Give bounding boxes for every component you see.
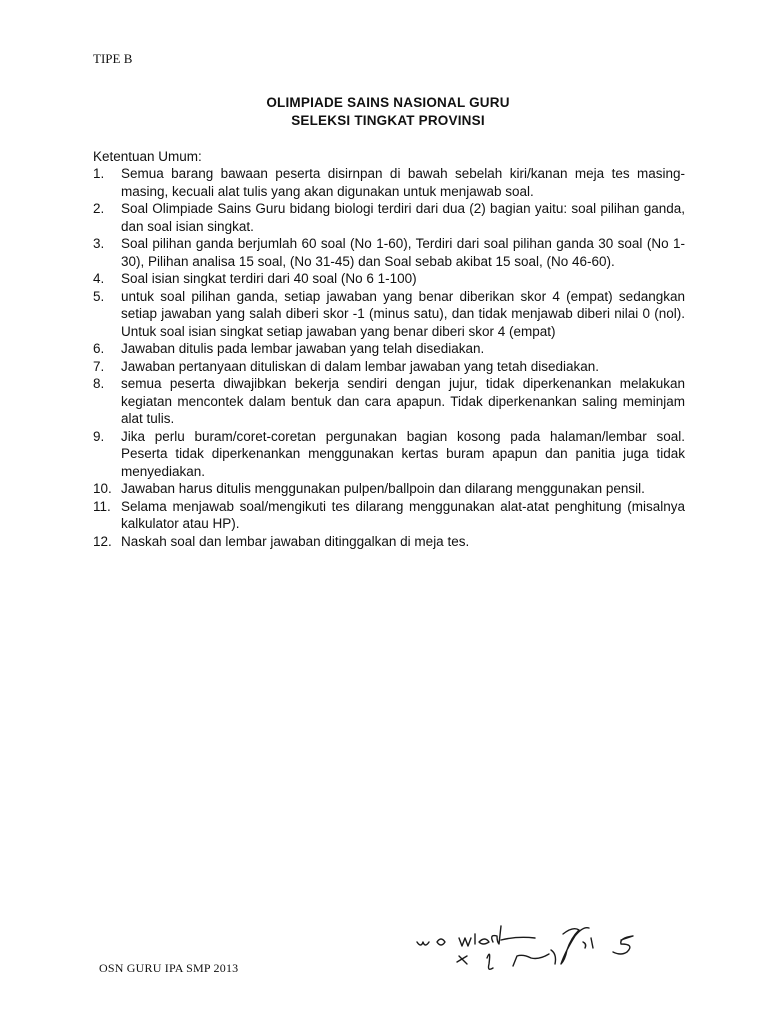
rules-heading: Ketentuan Umum: — [93, 149, 202, 164]
rule-item — [93, 340, 685, 358]
rule-number: 5. — [93, 288, 105, 304]
rule-text: Selama menjawab soal/mengikuti tes dilarang menggunakan alat-atat penghitung (misalnya kalkulator atau HP). — [121, 498, 685, 531]
rule-number: 6. — [93, 341, 105, 356]
rule-number: 1. — [93, 166, 105, 181]
rule-text: Semua barang bawaan peserta disirnpan di bawah sebelah kiri/kanan meja tes masing-masing, kecuali alat tulis yang akan digunakan untuk menjawab soal. — [121, 166, 685, 199]
rule-number: 2. — [93, 201, 105, 216]
rule-text: Jawaban ditulis pada lembar jawaban yang telah disediakan. — [121, 341, 485, 356]
rule-item — [93, 270, 685, 288]
rule-number: 4. — [93, 271, 105, 286]
rule-text: Soal Olimpiade Sains Guru bidang biologi terdiri dari dua (2) bagian yaitu: soal pilihan ganda, dan soal isian singkat. — [121, 201, 685, 234]
rule-item — [93, 533, 685, 551]
rule-number: 3. — [93, 236, 105, 251]
rule-item — [93, 358, 685, 376]
rule-number: 12. — [93, 533, 112, 549]
document-type-label: TIPE B — [93, 51, 133, 66]
rule-text: Soal isian singkat terdiri dari 40 soal (No 6 1-100) — [121, 271, 417, 286]
rule-text: Jawaban pertanyaan dituliskan di dalam lembar jawaban yang tetah disediakan. — [121, 358, 600, 374]
rule-text: untuk soal pilihan ganda, setiap jawaban yang benar diberikan skor 4 (empat) sedangkan setiap jawaban yang salah diberi skor -1 (minus satu), dan tidak menjawab diberi nilai 0 (nol). Untuk soal isian singkat setiap jawaban yang benar diberi skor 4 (empat) — [121, 288, 685, 339]
rule-number: 7. — [93, 358, 105, 374]
rules-list — [93, 165, 685, 550]
rule-text: Jika perlu buram/coret-coretan pergunakan bagian kosong pada halaman/lembar soal. Peserta tidak diperkenankan menggunakan kertas buram apapun dan panitia juga tidak menyediakan. — [121, 428, 685, 479]
rule-text: Soal pilihan ganda berjumlah 60 soal (No 1-60), Terdiri dari soal pilihan ganda 30 soal (No 1-30), Pilihan analisa 15 soal, (No 31-45) dan Soal sebab akibat 15 soal, (No 46-60). — [121, 236, 685, 269]
rule-item — [93, 235, 685, 270]
rule-number: 8. — [93, 376, 105, 391]
rule-item — [93, 375, 685, 428]
rule-number: 11. — [93, 498, 111, 514]
handwritten-signature — [415, 912, 655, 984]
rule-text: Jawaban harus ditulis menggunakan pulpen/ballpoin dan dilarang menggunakan pensil. — [121, 481, 645, 496]
rule-item — [93, 428, 685, 481]
rule-number: 10. — [93, 481, 112, 496]
document-title — [0, 94, 768, 130]
rule-item — [93, 480, 685, 498]
footer-text: OSN GURU IPA SMP 2013 — [99, 961, 239, 975]
rule-item — [93, 165, 685, 200]
rule-item — [93, 200, 685, 235]
rule-text: Naskah soal dan lembar jawaban ditinggalkan di meja tes. — [121, 533, 470, 549]
rule-item — [93, 498, 685, 533]
rule-item — [93, 288, 685, 341]
title-line-2: SELEKSI TINGKAT PROVINSI — [291, 113, 485, 128]
rule-number: 9. — [93, 428, 105, 444]
rule-text: semua peserta diwajibkan bekerja sendiri dengan jujur, tidak diperkenankan melakukan kegiatan mencontek dalam bentuk dan cara apapun. Tidak diperkenankan saling meminjam alat tulis. — [121, 376, 685, 426]
title-line-1: OLIMPIADE SAINS NASIONAL GURU — [266, 95, 510, 110]
